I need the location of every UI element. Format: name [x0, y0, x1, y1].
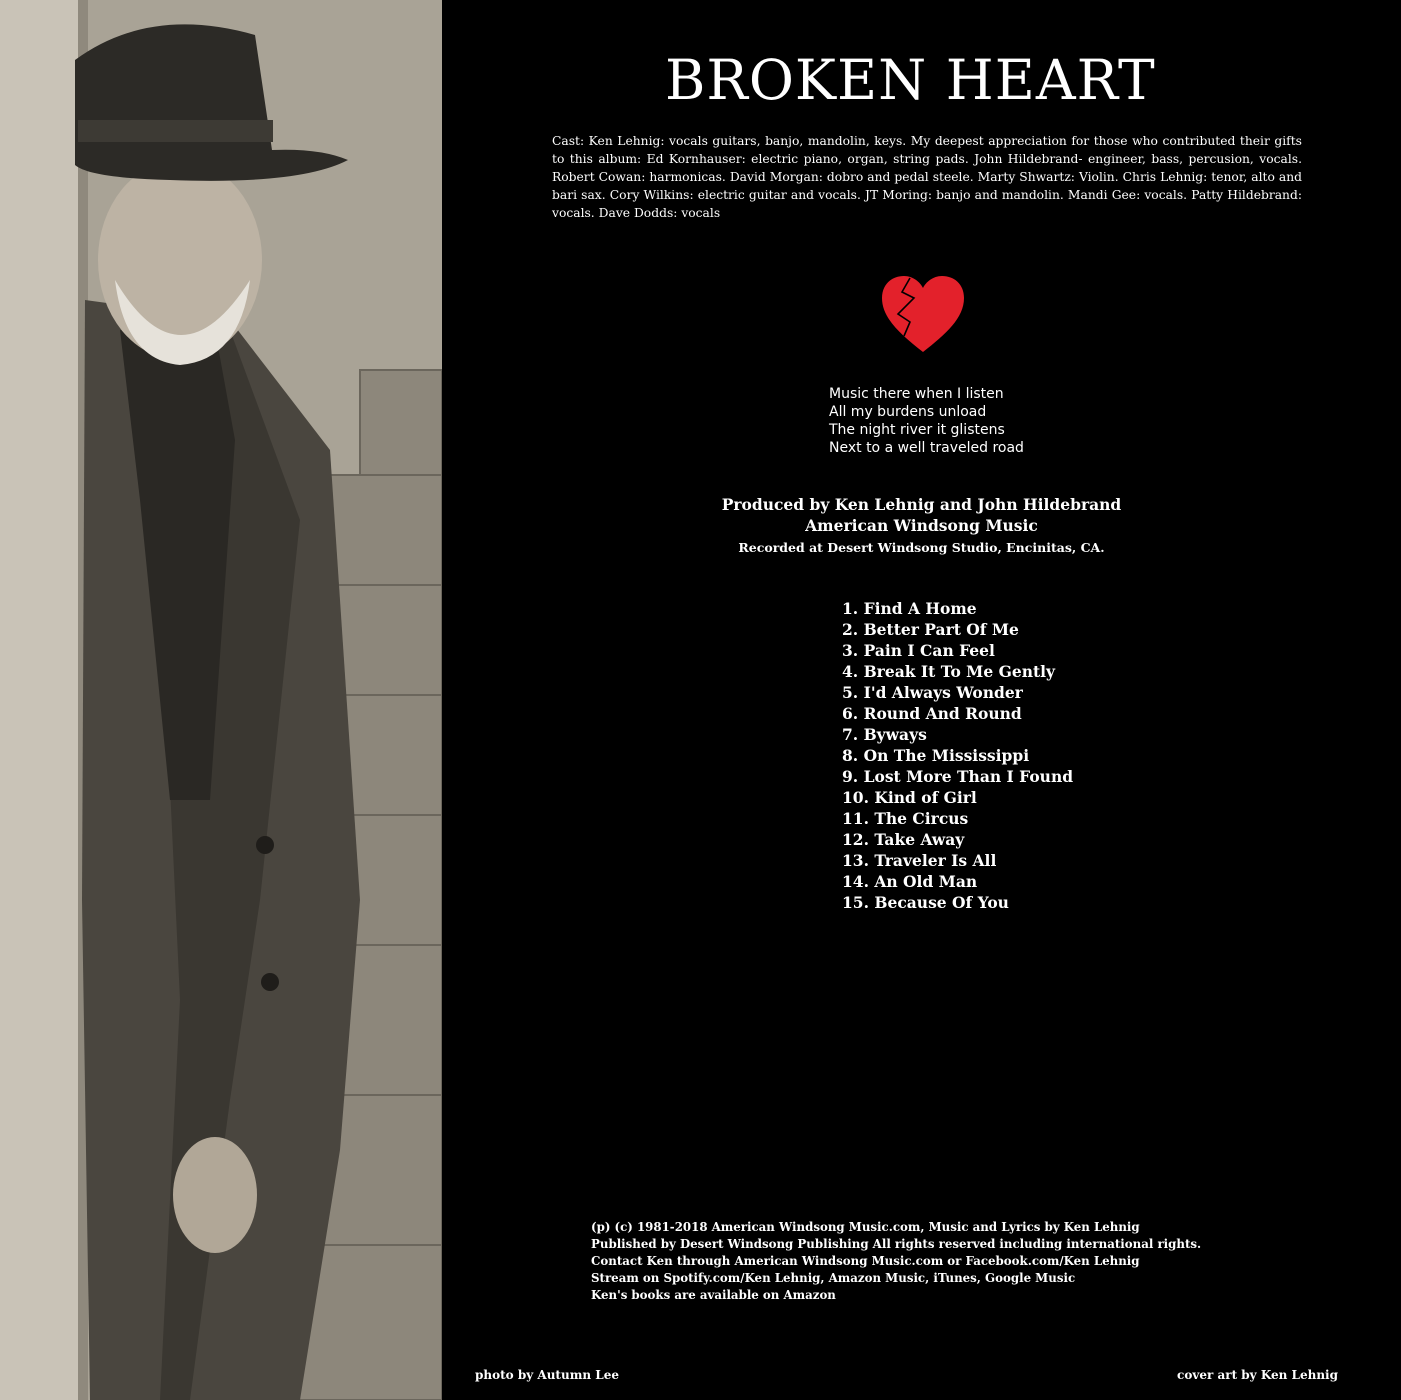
produced-by: Produced by Ken Lehnig and John Hildebrand	[721, 495, 1122, 514]
lyric-line: Next to a well traveled road	[829, 440, 1024, 456]
track-list	[842, 598, 1073, 913]
album-title: BROKEN HEART	[665, 48, 1156, 112]
track-item: 10. Kind of Girl	[842, 788, 977, 807]
cast-credits: Cast: Ken Lehnig: vocals guitars, banjo, mandolin, keys. My deepest appreciation for those who contributed their gifts to this album: Ed Kornhauser: electric piano, organ, string pads. John Hildebrand- engineer, bass, percusion, vocals. Robert Cowan: harmonicas. David Morgan: dobro and pedal steele. Marty Shwartz: Violin. Chris Lehnig: tenor, alto and bari sax. Cory Wilkins: electric guitar and vocals. JT Moring: banjo and mandolin. Mandi Gee: vocals. Patty Hildebrand: vocals. Dave Dodds: vocals	[552, 134, 1302, 220]
record-label: American Windsong Music	[805, 516, 1038, 535]
track-item: 1. Find A Home	[842, 599, 977, 618]
track-item: 3. Pain I Can Feel	[842, 641, 995, 660]
books-line: Ken's books are available on Amazon	[591, 1288, 836, 1302]
hand	[173, 1137, 257, 1253]
track-item: 11. The Circus	[842, 809, 969, 828]
track-item: 9. Lost More Than I Found	[842, 767, 1074, 786]
recording-location: Recorded at Desert Windsong Studio, Encinitas, CA.	[738, 540, 1105, 555]
track-item: 12. Take Away	[842, 830, 965, 849]
track-item: 6. Round And Round	[842, 704, 1022, 723]
portrait-illustration	[0, 0, 442, 1400]
track-item: 14. An Old Man	[842, 872, 978, 891]
streaming-line: Stream on Spotify.com/Ken Lehnig, Amazon Music, iTunes, Google Music	[591, 1271, 1076, 1285]
track-item: 13. Traveler Is All	[842, 851, 997, 870]
portrait-photo	[0, 0, 442, 1400]
lyric-line: The night river it glistens	[829, 422, 1005, 438]
pillar	[0, 0, 86, 1400]
track-item: 7. Byways	[842, 725, 927, 744]
track-item: 8. On The Mississippi	[842, 746, 1030, 765]
liner-notes-panel	[442, 0, 1401, 1400]
contact-line: Contact Ken through American Windsong Music.com or Facebook.com/Ken Lehnig	[591, 1254, 1140, 1268]
production-credits	[442, 494, 1401, 557]
track-item: 4. Break It To Me Gently	[842, 662, 1056, 681]
copyright-line: (p) (c) 1981-2018 American Windsong Music.com, Music and Lyrics by Ken Lehnig	[591, 1220, 1140, 1234]
track-item: 15. Because Of You	[842, 893, 1009, 912]
lyrics-excerpt	[829, 385, 1024, 457]
lyric-line: All my burdens unload	[829, 404, 987, 420]
face	[98, 160, 262, 360]
track-item: 5. I'd Always Wonder	[842, 683, 1023, 702]
publishing-line: Published by Desert Windsong Publishing All rights reserved including international rights.	[591, 1237, 1202, 1251]
lyric-line: Music there when I listen	[829, 386, 1004, 402]
track-item: 2. Better Part Of Me	[842, 620, 1019, 639]
cover-art-credit: cover art by Ken Lehnig	[1177, 1368, 1338, 1382]
broken-heart-svg	[880, 274, 966, 354]
photo-credit: photo by Autumn Lee	[475, 1368, 619, 1382]
copyright-footer	[591, 1219, 1201, 1304]
broken-heart-icon	[880, 274, 966, 354]
